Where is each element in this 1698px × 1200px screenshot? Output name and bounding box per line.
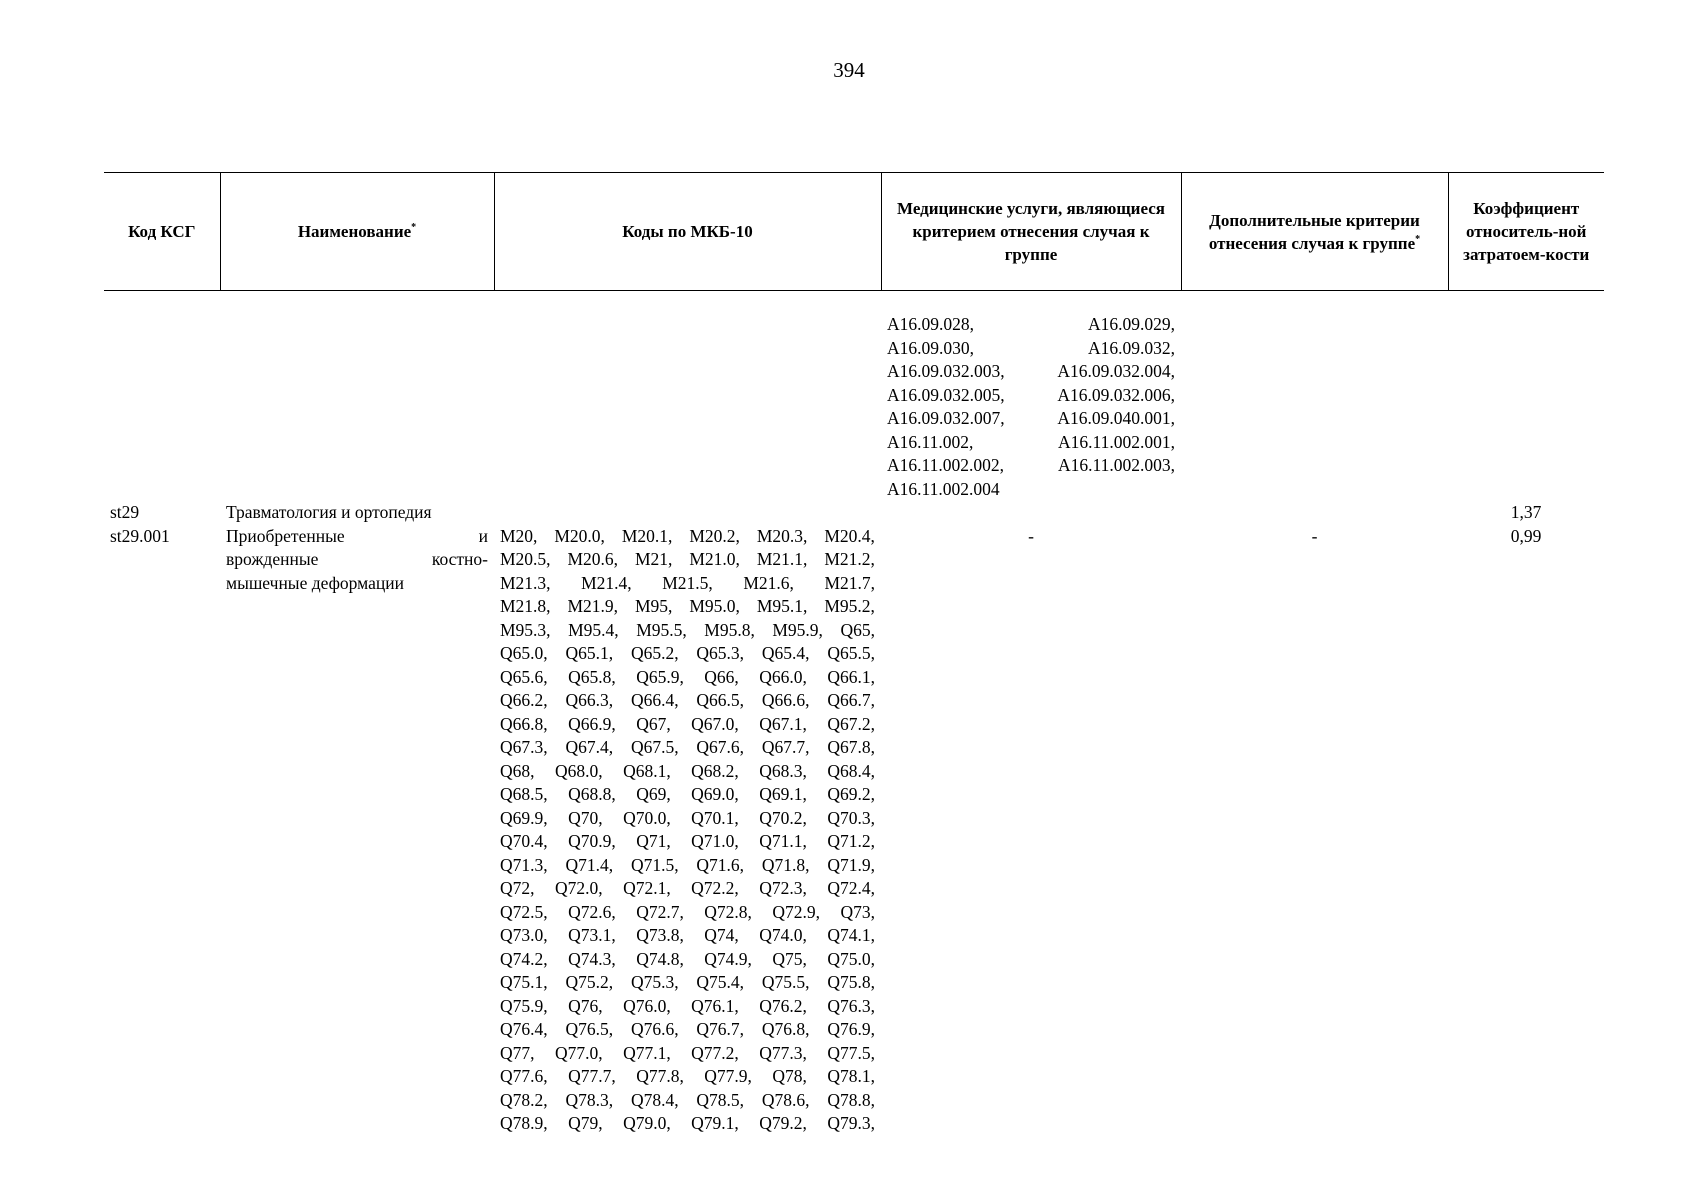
mkb-code-line: Q74.2, Q74.3, Q74.8, Q74.9, Q75, Q75.0, [500, 948, 875, 969]
header-extra: Дополнительные критерии отнесения случая к группе* [1181, 173, 1448, 291]
services-list [887, 313, 1175, 501]
mkb-code-line: Q67.3, Q67.4, Q67.5, Q67.6, Q67.7, Q67.8, [500, 737, 875, 757]
spacer-row [104, 291, 1604, 314]
mkb-code-line: M21.8, M21.9, M95, M95.0, M95.1, M95.2, [500, 596, 875, 616]
mkb-code-line: Q72, Q72.0, Q72.1, Q72.2, Q72.3, Q72.4, [500, 878, 875, 898]
service-code-line: A16.11.002, A16.11.002.001, [887, 431, 1175, 452]
ksg-table [104, 172, 1604, 1136]
group-name-line: мышечные деформации [226, 572, 404, 593]
group-name-line: Приобретенные и [226, 525, 488, 546]
mkb-code-line: M20, M20.0, M20.1, M20.2, M20.3, M20.4, [500, 525, 875, 546]
service-code-line: A16.09.028, A16.09.029, [887, 314, 1175, 334]
mkb-code-line: Q77.6, Q77.7, Q77.8, Q77.9, Q78, Q78.1, [500, 1066, 875, 1086]
mkb-code-line: Q68.5, Q68.8, Q69, Q69.0, Q69.1, Q69.2, [500, 784, 875, 804]
group-extra: - [1311, 525, 1318, 546]
mkb-code-line: M20.5, M20.6, M21, M21.0, M21.1, M21.2, [500, 549, 875, 569]
footnote-mark: * [411, 222, 417, 233]
mkb-code-line: Q69.9, Q70, Q70.0, Q70.1, Q70.2, Q70.3, [500, 807, 875, 828]
table-row-continuation [104, 313, 1604, 501]
header-code: Код КСГ [104, 173, 220, 291]
mkb-code-line: Q76.4, Q76.5, Q76.6, Q76.7, Q76.8, Q76.9, [500, 1019, 875, 1039]
profile-code: st29 [110, 502, 140, 522]
table-header-row [104, 173, 1604, 291]
mkb-code-line: Q65.0, Q65.1, Q65.2, Q65.3, Q65.4, Q65.5, [500, 643, 875, 663]
header-services: Медицинские услуги, являющиеся критерием отнесения случая к группе [881, 173, 1181, 291]
mkb-code-line: Q78.9, Q79, Q79.0, Q79.1, Q79.2, Q79.3, [500, 1113, 875, 1133]
mkb-code-line: M21.3, M21.4, M21.5, M21.6, M21.7, [500, 572, 875, 593]
group-mkb-codes [494, 525, 881, 1136]
group-coef: 0,99 [1510, 525, 1542, 546]
service-code-line: A16.11.002.002, A16.11.002.003, [887, 455, 1175, 475]
service-code-line: A16.09.032.005, A16.09.032.006, [887, 384, 1175, 405]
service-code-line: A16.09.032.003, A16.09.032.004, [887, 361, 1175, 381]
mkb-code-line: Q66.2, Q66.3, Q66.4, Q66.5, Q66.6, Q66.7, [500, 690, 875, 710]
mkb-code-line: Q65.6, Q65.8, Q65.9, Q66, Q66.0, Q66.1, [500, 666, 875, 687]
header-mkb: Коды по МКБ-10 [494, 173, 881, 291]
group-services: - [1028, 525, 1034, 546]
service-code-line: A16.09.032.007, A16.09.040.001, [887, 408, 1175, 428]
group-name [220, 525, 494, 1136]
mkb-code-line: Q78.2, Q78.3, Q78.4, Q78.5, Q78.6, Q78.8, [500, 1089, 875, 1110]
table-row-profile [104, 501, 1604, 525]
table-row-group [104, 525, 1604, 1136]
mkb-code-line: Q75.9, Q76, Q76.0, Q76.1, Q76.2, Q76.3, [500, 995, 875, 1016]
service-code-line: A16.09.030, A16.09.032, [887, 337, 1175, 358]
mkb-code-line: Q70.4, Q70.9, Q71, Q71.0, Q71.1, Q71.2, [500, 831, 875, 851]
mkb-code-line: Q66.8, Q66.9, Q67, Q67.0, Q67.1, Q67.2, [500, 713, 875, 734]
mkb-code-line: Q71.3, Q71.4, Q71.5, Q71.6, Q71.8, Q71.9, [500, 854, 875, 875]
group-name-line: врожденные костно- [226, 549, 488, 569]
header-coef: Коэффициент относитель-ной затратоем-кости [1448, 173, 1604, 291]
header-name: Наименование* [220, 173, 494, 291]
group-code: st29.001 [110, 525, 170, 546]
services-continuation-cell [881, 313, 1181, 501]
mkb-code-line: M95.3, M95.4, M95.5, M95.8, M95.9, Q65, [500, 619, 875, 640]
mkb-code-line: Q68, Q68.0, Q68.1, Q68.2, Q68.3, Q68.4, [500, 760, 875, 781]
mkb-code-line: Q77, Q77.0, Q77.1, Q77.2, Q77.3, Q77.5, [500, 1042, 875, 1063]
service-code-line: A16.11.002.004 [887, 478, 1000, 499]
profile-coef: 1,37 [1510, 502, 1542, 522]
page-number: 394 [833, 58, 865, 82]
footnote-mark: * [1415, 233, 1421, 245]
mkb-code-line: Q73.0, Q73.1, Q73.8, Q74, Q74.0, Q74.1, [500, 925, 875, 945]
mkb-code-line: Q75.1, Q75.2, Q75.3, Q75.4, Q75.5, Q75.8, [500, 972, 875, 992]
profile-name: Травматология и ортопедия [226, 502, 432, 522]
mkb-code-line: Q72.5, Q72.6, Q72.7, Q72.8, Q72.9, Q73, [500, 901, 875, 922]
